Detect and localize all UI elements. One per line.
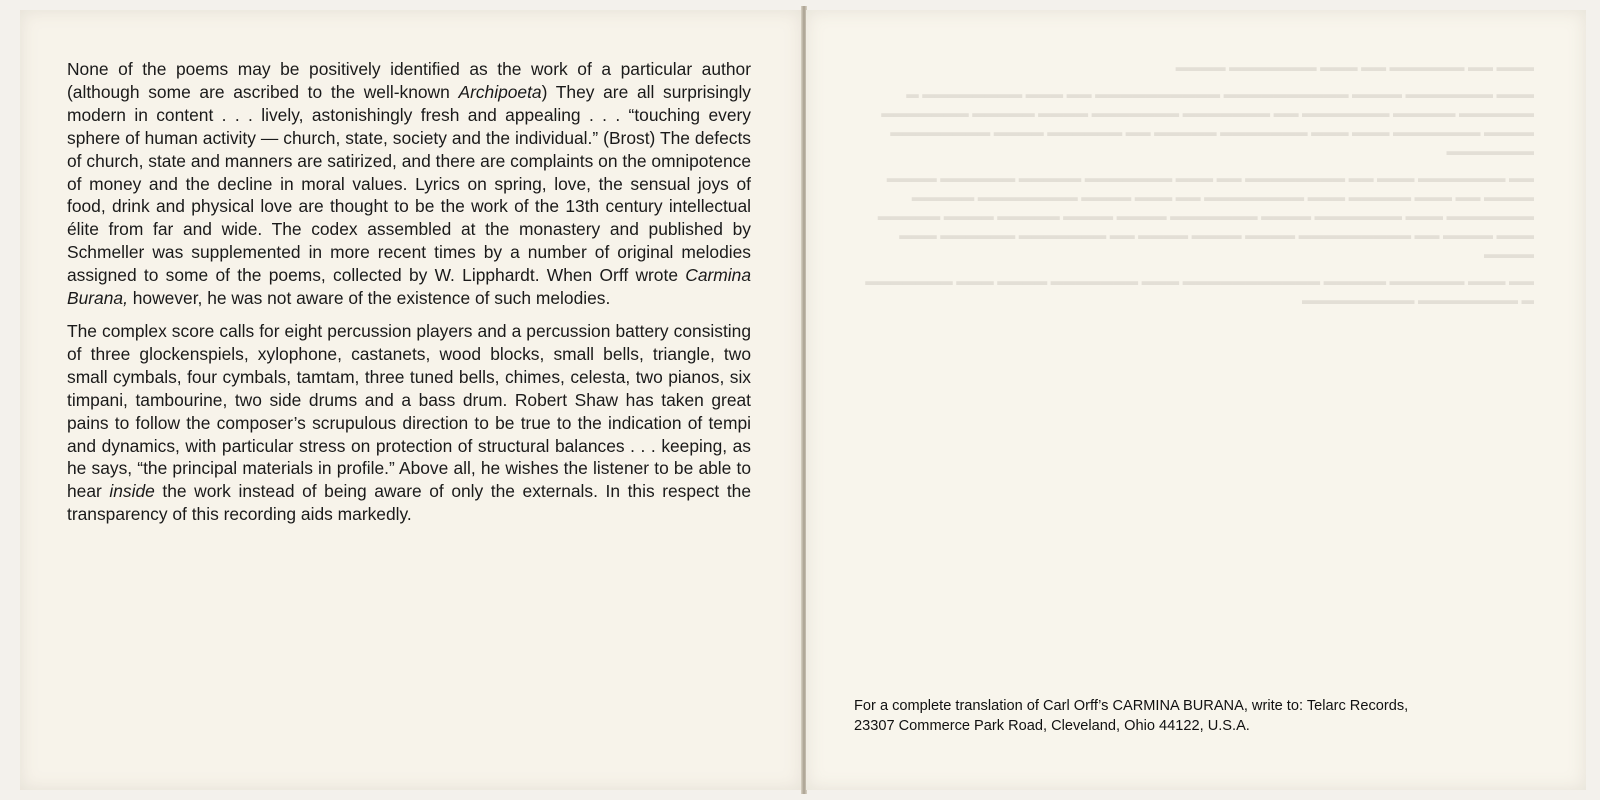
paragraph_1-run-0: None of the poems may be positively identified as the work of a particular author (although some are ascribed to the well-known: [67, 59, 751, 102]
paragraph_2-run-0: The complex score calls for eight percussion players and a percussion battery consisting of three glockenspiels, xylophone, castanets, wood blocks, small bells, triangle, two small cymbals, four cymbals, tamtam, three tuned bells, chimes, celesta, two pianos, six timpani, tambourine, two side drums and a bass drum. Robert Shaw has taken great pains to follow the composer’s scrupulous direction to be true to the indication of tempi and dynamics, with particular stress on protection of structural balances . . . keeping, as he says, “the principal materials in profile.” Above all, he wishes the listener to be able to hear: [67, 320, 751, 502]
note-line-1: For a complete translation of Carl Orff’s CARMINA BURANA, write to: Telarc Records,: [854, 698, 1409, 714]
paragraph_1-run-4: however, he was not aware of the existence of such melodies.: [127, 288, 611, 309]
paragraph_1-run-3: Carmina Burana,: [67, 265, 751, 309]
left-page: [20, 10, 802, 790]
paragraph-poems-authorship: [67, 58, 751, 310]
paragraph-score-percussion: [67, 320, 751, 526]
paragraph_1-run-1: Archipoeta: [458, 81, 542, 102]
paragraph_2-run-1: inside: [109, 481, 155, 502]
paragraph_1-run-2: ) They are all surprisingly modern in content . . . lively, astonishingly fresh and appealing . . . “touching every sphere of human activity — church, state, society and the individual.” (Brost) The defects of church, state and manners are satirized, and there are complaints on the omnipotence of money and the decline in moral values. Lyrics on spring, love, the sensual joys of food, drink and physical love are thought to be the work of the 13th century intellectual élite from far and wide. The codex assembled at the monastery and published by Schmeller was supplemented in more recent times by a number of original melodies assigned to some of the poems, collected by W. Lipphardt. When Orff wrote: [67, 81, 751, 286]
bleed-through-texture: ▬▬▬ ▬▬ ▬▬▬▬▬▬ ▬▬ ▬▬▬ ▬▬▬▬▬▬▬ ▬▬▬▬ ▬▬▬ ▬▬▬▬▬▬▬ ▬▬▬▬ ▬▬▬▬▬▬▬▬▬▬ ▬▬▬▬▬▬▬▬▬▬ ▬▬ ▬▬▬ ▬▬▬▬▬▬▬▬ ▬ ▬▬▬▬▬▬ ▬▬▬▬▬ ▬▬▬▬▬▬▬ ▬▬ ▬▬▬▬▬▬▬ ▬▬▬▬▬▬▬ ▬▬▬▬ ▬▬▬▬▬ ▬▬▬▬▬▬▬ ▬▬▬▬ ▬▬▬▬▬▬▬ ▬▬▬ ▬▬▬ ▬▬▬▬▬▬▬ ▬▬▬▬▬ ▬▬ ▬▬▬▬▬▬ ▬▬▬▬ ▬▬▬▬▬▬▬▬ ▬▬▬▬▬▬▬ ▬▬ ▬▬▬▬▬▬▬ ▬▬▬ ▬▬ ▬▬▬▬▬▬▬▬ ▬▬ ▬▬▬ ▬▬▬▬▬▬▬ ▬▬▬▬▬ ▬▬▬▬▬▬ ▬▬▬▬ ▬▬▬▬ ▬▬ ▬▬▬ ▬▬▬▬▬ ▬▬▬ ▬▬▬▬▬▬▬▬ ▬▬ ▬▬▬ ▬▬▬▬ ▬▬▬▬▬▬▬▬ ▬▬▬▬▬ ▬▬▬▬▬▬▬ ▬▬▬ ▬▬▬▬▬▬▬ ▬▬▬▬ ▬▬▬▬▬▬▬ ▬▬▬▬ ▬▬▬▬ ▬▬▬▬▬ ▬▬▬▬ ▬▬▬▬▬ ▬▬▬ ▬▬▬▬ ▬▬ ▬▬▬▬▬▬▬▬▬ ▬▬▬▬ ▬▬▬▬ ▬▬▬▬ ▬▬ ▬▬▬▬▬▬▬ ▬▬▬▬▬▬ ▬▬▬ ▬▬▬▬ ▬▬ ▬▬▬ ▬▬▬▬▬▬ ▬▬▬▬▬ ▬▬▬▬▬▬▬▬▬▬▬ ▬▬▬ ▬▬▬▬▬▬▬ ▬▬▬▬ ▬▬▬ ▬▬▬▬▬▬▬ ▬ ▬▬▬▬▬▬▬▬ ▬▬▬▬▬▬▬▬▬: [865, 60, 1534, 307]
paragraph_2-run-2: the work instead of being aware of only the externals. In this respect the transparency of this recording aids markedly.: [67, 481, 751, 525]
left-page-body: [67, 58, 751, 536]
right-page: [806, 10, 1586, 790]
translation-request-note: [854, 697, 1554, 736]
note-line-2: 23307 Commerce Park Road, Cleveland, Ohio 44122, U.S.A.: [854, 717, 1250, 734]
